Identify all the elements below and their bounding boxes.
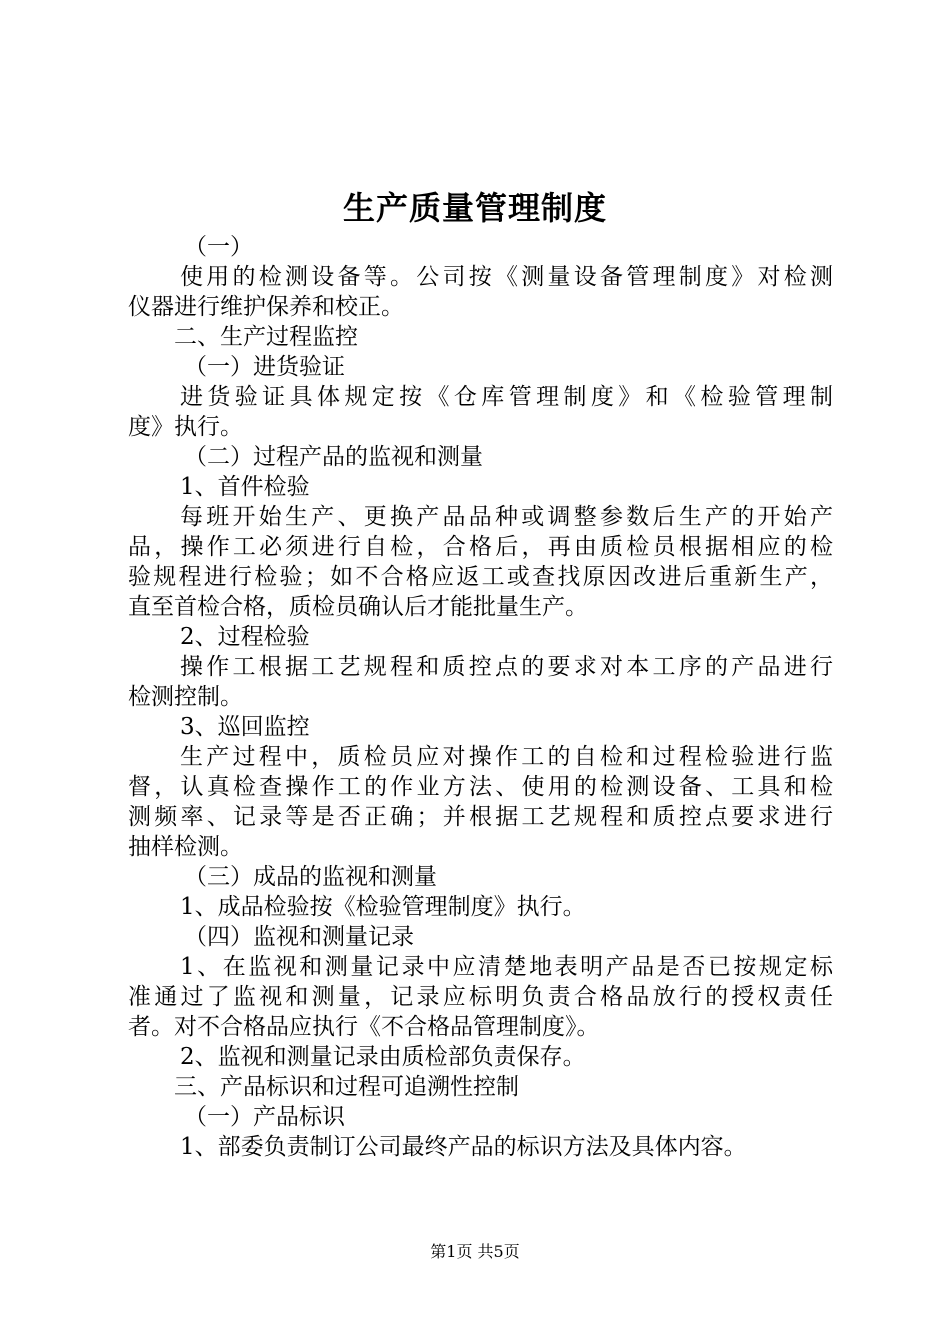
page-footer: 第1页 共5页 [430, 1242, 520, 1261]
text-line: 1、部委负责制订公司最终产品的标识方法及具体内容。 [180, 1134, 747, 1160]
text-line: 1、在监视和测量记录中应清楚地表明产品是否已按规定标 [180, 954, 833, 980]
item-heading: 2、过程检验 [180, 624, 310, 650]
text-line: （一） [184, 234, 253, 260]
subsection-heading: （一）进货验证 [184, 354, 345, 380]
text-line: 每班开始生产、更换产品品种或调整参数后生产的开始产 [180, 504, 833, 530]
section-heading: 二、生产过程监控 [174, 324, 358, 350]
text-line: 直至首检合格，质检员确认后才能批量生产。 [128, 594, 588, 620]
text-line: 仪器进行维护保养和校正。 [128, 294, 404, 320]
text-line: 生产过程中，质检员应对操作工的自检和过程检验进行监 [180, 744, 833, 770]
text-line: 验规程进行检验；如不合格应返工或查找原因改进后重新生产， [128, 564, 833, 590]
text-line: 抽样检测。 [128, 834, 243, 860]
text-line: 度》执行。 [128, 414, 243, 440]
text-line: 测频率、记录等是否正确；并根据工艺规程和质控点要求进行 [128, 804, 833, 830]
text-line: 进货验证具体规定按《仓库管理制度》和《检验管理制 [180, 384, 833, 410]
text-line: 检测控制。 [128, 684, 243, 710]
document-title: 生产质量管理制度 [342, 189, 607, 227]
subsection-heading: （三）成品的监视和测量 [184, 864, 437, 890]
item-heading: 1、首件检验 [180, 474, 310, 500]
text-line: 准通过了监视和测量，记录应标明负责合格品放行的授权责任 [128, 984, 833, 1010]
subsection-heading: （一）产品标识 [184, 1104, 345, 1130]
text-line: 者。对不合格品应执行《不合格品管理制度》。 [128, 1014, 600, 1040]
text-line: 1、成品检验按《检验管理制度》执行。 [180, 894, 586, 920]
text-line: 2、监视和测量记录由质检部负责保存。 [180, 1044, 586, 1070]
section-heading: 三、产品标识和过程可追溯性控制 [174, 1074, 519, 1100]
document-body [128, 232, 833, 1162]
text-line: 操作工根据工艺规程和质控点的要求对本工序的产品进行 [180, 654, 833, 680]
subsection-heading: （二）过程产品的监视和测量 [184, 444, 483, 470]
text-line: 品，操作工必须进行自检，合格后，再由质检员根据相应的检 [128, 534, 833, 560]
text-line: 督，认真检查操作工的作业方法、使用的检测设备、工具和检 [128, 774, 833, 800]
subsection-heading: （四）监视和测量记录 [184, 924, 414, 950]
text-line: 使用的检测设备等。公司按《测量设备管理制度》对检测 [180, 264, 833, 290]
item-heading: 3、巡回监控 [180, 714, 310, 740]
